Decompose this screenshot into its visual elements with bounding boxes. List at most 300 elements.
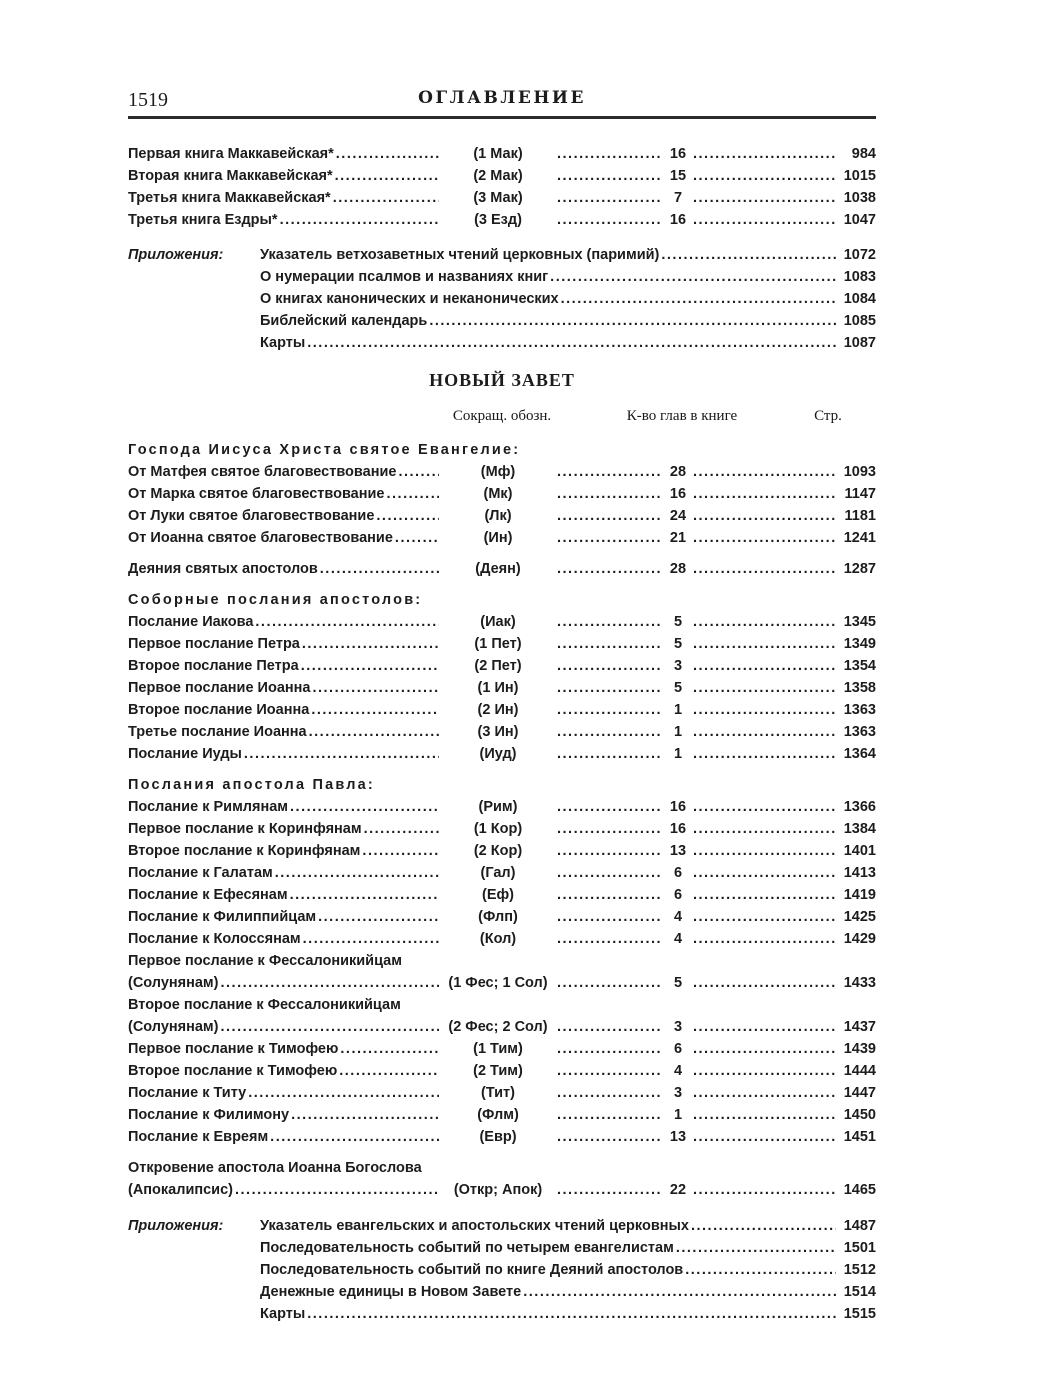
chapter-count: 6 [673,887,683,903]
dot-leader [550,266,836,288]
book-title: Послание к Колоссянам [128,931,301,947]
toc-row [128,743,876,765]
page-ref: 1366 [843,799,876,815]
toc-row [260,1237,876,1259]
toc-row [128,1179,876,1201]
page-ref: 1047 [843,212,876,228]
page-ref: 1083 [843,269,876,285]
toc-row [128,1060,876,1082]
page-ref: 1465 [843,1182,876,1198]
book-abbreviation: (3 Мак) [473,190,523,206]
page-ref: 1072 [843,247,876,263]
chapter-count: 16 [669,799,687,815]
toc-row [128,527,876,549]
chapter-count: 24 [669,508,687,524]
dot-leader [693,187,836,209]
book-abbreviation: (Ин) [483,530,513,546]
book-abbreviation: (2 Пет) [474,658,522,674]
dot-leader [693,818,836,840]
chapter-count: 28 [669,561,687,577]
dot-leader [693,972,836,994]
page-ref: 984 [851,146,876,162]
chapter-count: 5 [673,614,683,630]
dot-leader [693,655,836,677]
dot-leader [557,1179,663,1201]
dot-leader [311,699,439,721]
page-ref: 1085 [843,313,876,329]
dot-leader [693,862,836,884]
page-ref: 1181 [844,508,876,524]
chapter-count: 13 [669,843,687,859]
book-abbreviation: (2 Кор) [473,843,523,859]
book-abbreviation: (1 Пет) [474,636,522,652]
dot-leader [557,928,663,950]
book-abbreviation: (Мк) [483,486,513,502]
dot-leader [376,505,439,527]
book-title: Библейский календарь [260,313,428,329]
dot-leader [291,1104,439,1126]
book-abbreviation: (Евр) [479,1129,517,1145]
dot-leader [302,633,439,655]
dot-leader [693,143,836,165]
dot-leader [220,1016,439,1038]
dot-leader [693,721,836,743]
toc-row [260,244,876,266]
toc-row [128,209,876,231]
dot-leader [336,143,439,165]
toc-row [260,1303,876,1325]
book-title: Второе послание Иоанна [128,702,310,718]
section-heading: Послания апостола Павла: [128,777,375,793]
toc-row [260,1215,876,1237]
dot-leader [335,165,439,187]
dot-leader [691,1215,836,1237]
dot-leader [557,840,663,862]
dot-leader [557,505,663,527]
dot-leader [386,483,439,505]
dot-leader [693,677,836,699]
book-abbreviation: (Гал) [480,865,516,881]
dot-leader [340,1038,439,1060]
book-title: От Луки святое благовествование [128,508,375,524]
toc-row [260,1281,876,1303]
book-abbreviation: (1 Фес; 1 Сол) [448,975,548,991]
page-ref: 1349 [843,636,876,652]
dot-leader [307,332,836,354]
dot-leader [307,1303,836,1325]
book-title: От Иоанна святое благовествование [128,530,393,546]
chapter-count: 6 [673,865,683,881]
dot-leader [280,209,439,231]
dot-leader [557,611,663,633]
dot-leader [290,884,439,906]
book-title-line: Второе послание к Фессалоникийцам [128,997,401,1013]
column-headers [128,408,876,430]
toc-row [128,1126,876,1148]
book-abbreviation: (1 Ин) [477,680,519,696]
dot-leader [557,633,663,655]
dot-leader [429,310,836,332]
dot-leader [693,505,836,527]
book-title: Первая книга Маккавейская* [128,146,334,162]
book-title: Послание к Римлянам [128,799,289,815]
toc-row [128,461,876,483]
book-title: (Солунянам) [128,1019,219,1035]
chapter-count: 13 [669,1129,687,1145]
toc-row [128,165,876,187]
dot-leader [557,743,663,765]
chapter-count: 5 [673,975,683,991]
book-title: От Матфея святое благовествование [128,464,397,480]
chapter-count: 1 [673,724,683,740]
book-title: Указатель ветхозаветных чтений церковных (паримий) [260,247,660,263]
book-title: Послание к Титу [128,1085,247,1101]
page-ref: 1384 [843,821,876,837]
column-header-chapters: К-во глав в книге [626,408,738,424]
page-ref: 1512 [843,1262,876,1278]
book-abbreviation: (Рим) [478,799,518,815]
dot-leader [557,655,663,677]
dot-leader [235,1179,439,1201]
toc-row [128,558,876,580]
dot-leader [557,1082,663,1104]
book-title: Деяния святых апостолов [128,561,318,577]
book-abbreviation: (Иуд) [479,746,517,762]
page-ref: 1363 [843,724,876,740]
book-abbreviation: (Кол) [479,931,517,947]
toc-row [128,655,876,677]
book-abbreviation: (3 Езд) [474,212,522,228]
page-ref: 1147 [844,486,876,502]
toc-row [260,288,876,310]
page-ref: 1363 [843,702,876,718]
page-ref: 1425 [843,909,876,925]
page-ref: 1487 [843,1218,876,1234]
book-abbreviation: (1 Кор) [473,821,523,837]
section-heading: Соборные послания апостолов: [128,592,423,608]
column-header-page: Стр. [814,408,842,424]
dot-leader [318,906,439,928]
page-ref: 1345 [843,614,876,630]
book-title: О нумерации псалмов и названиях книг [260,269,549,285]
dot-leader [557,209,663,231]
book-title: Последовательность событий по четырем евангелистам [260,1240,674,1256]
book-title: О книгах канонических и неканонических [260,291,559,307]
dot-leader [557,527,663,549]
toc-row [128,677,876,699]
page-ref: 1439 [843,1041,876,1057]
dot-leader [693,906,836,928]
dot-leader [693,928,836,950]
dot-leader [557,1104,663,1126]
dot-leader [395,527,439,549]
dot-leader [685,1259,836,1281]
book-title: От Марка святое благовествование [128,486,385,502]
appendices-label: Приложения: [128,1218,224,1234]
toc-row [128,840,876,862]
toc-row [260,266,876,288]
page-ref: 1450 [843,1107,876,1123]
chapter-count: 3 [673,1085,683,1101]
page-ref: 1444 [843,1063,876,1079]
dot-leader [693,840,836,862]
book-title: (Апокалипсис) [128,1182,233,1198]
page-title: ОГЛАВЛЕНИЕ [418,88,586,108]
dot-leader [339,1060,439,1082]
chapter-count: 1 [673,1107,683,1123]
page-ref: 1401 [843,843,876,859]
dot-leader [561,288,836,310]
book-title: Первое послание Иоанна [128,680,311,696]
dot-leader [693,1038,836,1060]
book-abbreviation: (Еф) [481,887,515,903]
book-abbreviation: (2 Фес; 2 Сол) [448,1019,548,1035]
dot-leader [557,1126,663,1148]
book-abbreviation: (Деян) [475,561,521,577]
dot-leader [557,165,663,187]
dot-leader [557,143,663,165]
page-ref: 1038 [843,190,876,206]
toc-row [128,633,876,655]
dot-leader [362,840,439,862]
toc-row [128,972,876,994]
page-number: 1519 [128,89,168,111]
book-title-line: Первое послание к Фессалоникийцам [128,953,402,969]
dot-leader [693,483,836,505]
dot-leader [693,461,836,483]
toc-row [128,884,876,906]
dot-leader [661,244,836,266]
dot-leader [693,527,836,549]
dot-leader [275,862,439,884]
nt-appendix-list [260,1215,876,1325]
page-ref: 1241 [843,530,876,546]
dot-leader [248,1082,439,1104]
toc-row [128,906,876,928]
chapter-count: 15 [669,168,687,184]
page-ref: 1084 [843,291,876,307]
dot-leader [557,1016,663,1038]
page-ref: 1515 [843,1306,876,1322]
dot-leader [557,558,663,580]
book-title: Второе послание к Тимофею [128,1063,338,1079]
book-title: Первое послание Петра [128,636,300,652]
chapter-count: 16 [669,486,687,502]
dot-leader [557,187,663,209]
chapter-count: 4 [673,1063,683,1079]
dot-leader [309,721,439,743]
chapter-count: 3 [673,658,683,674]
old-testament-tail-section [128,143,876,354]
book-title: Послание к Галатам [128,865,273,881]
toc-row [128,1038,876,1060]
page-ref: 1433 [843,975,876,991]
page-ref: 1093 [843,464,876,480]
dot-leader [557,884,663,906]
book-title: Вторая книга Маккавейская* [128,168,333,184]
chapter-count: 4 [673,909,683,925]
page-ref: 1419 [843,887,876,903]
dot-leader [557,1038,663,1060]
book-abbreviation: (Откр; Апок) [453,1182,543,1198]
toc-row [260,310,876,332]
book-abbreviation: (Флм) [477,1107,519,1123]
book-title: Послание к Ефесянам [128,887,288,903]
page-ref: 1429 [843,931,876,947]
book-abbreviation: (2 Тим) [473,1063,523,1079]
dot-leader [557,862,663,884]
toc-row [128,187,876,209]
dot-leader [557,906,663,928]
page-ref: 1287 [843,561,876,577]
dot-leader [693,1082,836,1104]
book-abbreviation: (Флп) [478,909,518,925]
toc-row [128,928,876,950]
toc-row [128,483,876,505]
page-ref: 1437 [843,1019,876,1035]
dot-leader [693,743,836,765]
page-ref: 1413 [843,865,876,881]
book-title: Первое послание к Тимофею [128,1041,339,1057]
toc-row [260,332,876,354]
dot-leader [693,209,836,231]
dot-leader [290,796,439,818]
dot-leader [693,1126,836,1148]
dot-leader [693,796,836,818]
new-testament-heading: НОВЫЙ ЗАВЕТ [429,370,575,390]
dot-leader [557,677,663,699]
dot-leader [270,1126,439,1148]
page-ref: 1451 [843,1129,876,1145]
dot-leader [312,677,439,699]
dot-leader [364,818,439,840]
book-title: Последовательность событий по книге Деяний апостолов [260,1262,684,1278]
book-title: Карты [260,1306,306,1322]
book-title: Послание к Евреям [128,1129,269,1145]
dot-leader [398,461,439,483]
book-title: Первое послание к Коринфянам [128,821,362,837]
toc-section [128,558,876,580]
dot-leader [693,1179,836,1201]
dot-leader [693,611,836,633]
book-title: Послание к Филиппийцам [128,909,317,925]
chapter-count: 21 [669,530,687,546]
book-title: Второе послание Петра [128,658,299,674]
toc-row [128,699,876,721]
book-title-line: Откровение апостола Иоанна Богослова [128,1160,422,1176]
dot-leader [693,884,836,906]
dot-leader [693,699,836,721]
toc-row [128,611,876,633]
dot-leader [220,972,439,994]
dot-leader [557,483,663,505]
page-ref: 1087 [843,335,876,351]
chapter-count: 22 [669,1182,687,1198]
dot-leader [693,1016,836,1038]
chapter-count: 1 [673,702,683,718]
page-ref: 1501 [843,1240,876,1256]
book-title: Денежные единицы в Новом Завете [260,1284,522,1300]
appendices-label: Приложения: [128,247,224,263]
book-title: Третья книга Маккавейская* [128,190,331,206]
book-abbreviation: (Иак) [480,614,516,630]
chapter-count: 16 [669,212,687,228]
page-ref: 1358 [843,680,876,696]
toc-row [128,818,876,840]
ot-appendices [128,244,876,354]
nt-appendices [128,1215,876,1325]
dot-leader [693,1060,836,1082]
chapter-count: 6 [673,1041,683,1057]
section-heading: Господа Иисуса Христа святое Евангелие: [128,442,521,458]
page-ref: 1447 [843,1085,876,1101]
ot-book-list [128,143,876,231]
page-header [128,86,876,119]
column-header-abbreviation: Сокращ. обозн. [452,408,552,424]
dot-leader [320,558,439,580]
page-ref: 1514 [843,1284,876,1300]
page-ref: 1354 [843,658,876,674]
toc-section [128,589,876,765]
toc-row [128,796,876,818]
book-title: Карты [260,335,306,351]
toc-row [128,1082,876,1104]
book-title: Послание Иакова [128,614,254,630]
book-abbreviation: (2 Мак) [473,168,523,184]
dot-leader [333,187,439,209]
toc-row [128,1016,876,1038]
toc-row [128,1104,876,1126]
book-title: Третье послание Иоанна [128,724,307,740]
book-abbreviation: (3 Ин) [477,724,519,740]
toc-row [260,1259,876,1281]
dot-leader [557,972,663,994]
dot-leader [523,1281,836,1303]
chapter-count: 1 [673,746,683,762]
dot-leader [557,1060,663,1082]
book-title: Второе послание к Коринфянам [128,843,361,859]
chapter-count: 7 [673,190,683,206]
chapter-count: 16 [669,821,687,837]
chapter-count: 3 [673,1019,683,1035]
book-title: Послание Иуды [128,746,242,762]
dot-leader [255,611,439,633]
dot-leader [557,461,663,483]
chapter-count: 16 [669,146,687,162]
book-title: Указатель евангельских и апостольских чтений церковных [260,1218,689,1234]
toc-section [128,439,876,549]
toc-row [128,505,876,527]
new-testament-sections [128,439,876,1201]
dot-leader [693,165,836,187]
dot-leader [557,721,663,743]
toc-row [128,143,876,165]
toc-section [128,774,876,1148]
dot-leader [301,655,439,677]
page-ref: 1015 [843,168,876,184]
chapter-count: 5 [673,680,683,696]
book-title: Послание к Филимону [128,1107,290,1123]
dot-leader [557,796,663,818]
dot-leader [693,1104,836,1126]
dot-leader [676,1237,836,1259]
dot-leader [693,633,836,655]
book-abbreviation: (Тит) [481,1085,515,1101]
dot-leader [244,743,439,765]
book-abbreviation: (1 Тим) [473,1041,523,1057]
book-title: (Солунянам) [128,975,219,991]
chapter-count: 28 [669,464,687,480]
